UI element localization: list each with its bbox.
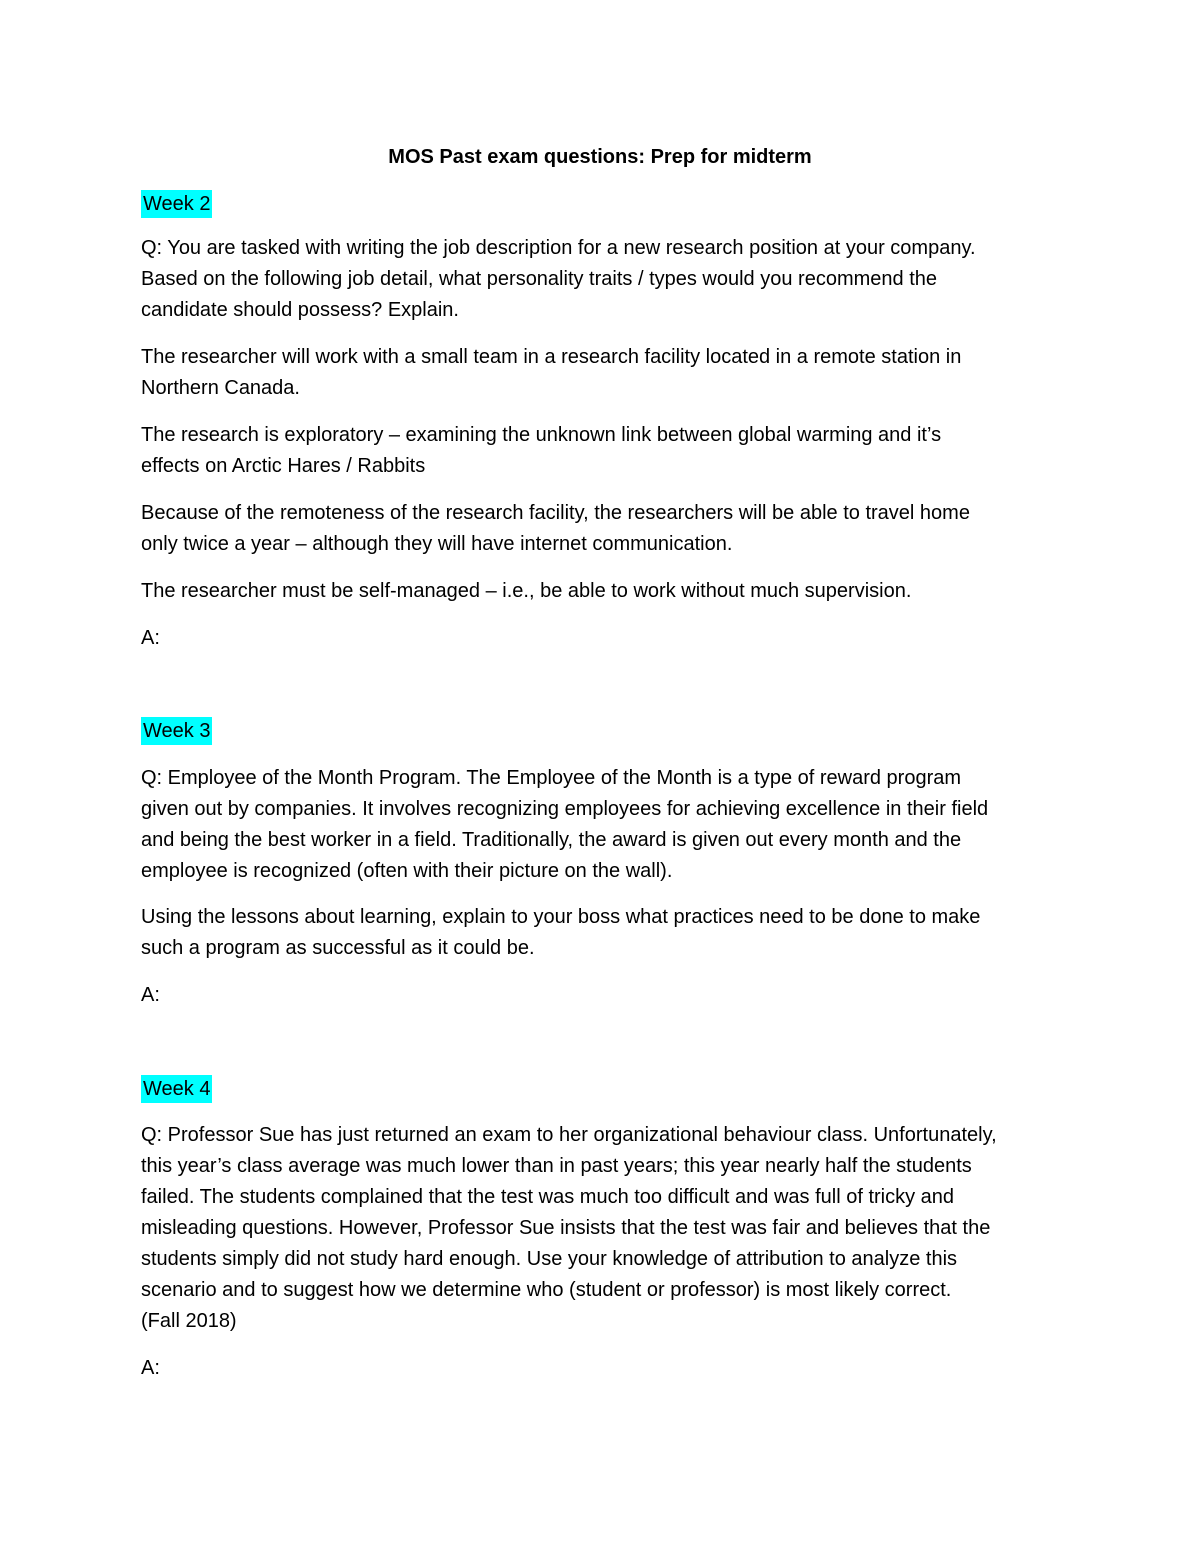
text-line: employee is recognized (often with their picture on the wall). <box>141 860 673 882</box>
week-2-paragraph-3 <box>141 420 1071 482</box>
week-3-question <box>141 763 1071 887</box>
week-2-paragraph-4 <box>141 498 1071 560</box>
text-line: given out by companies. It involves recognizing employees for achieving excellence in their field <box>141 798 989 820</box>
week-4-heading: Week 4 <box>141 1075 212 1103</box>
text-line: failed. The students complained that the test was much too difficult and was full of tricky and <box>141 1186 955 1208</box>
text-line: The research is exploratory – examining the unknown link between global warming and it’s <box>141 424 942 446</box>
text-line: The researcher will work with a small team in a research facility located in a remote station in <box>141 346 962 368</box>
text-line: only twice a year – although they will have internet communication. <box>141 533 733 555</box>
week-2-paragraph-2 <box>141 342 1071 404</box>
page-title: MOS Past exam questions: Prep for midterm <box>388 146 812 168</box>
text-line: Based on the following job detail, what personality traits / types would you recommend the <box>141 268 937 290</box>
text-line: such a program as successful as it could be. <box>141 937 535 959</box>
text-line: this year’s class average was much lower than in past years; this year nearly half the students <box>141 1155 972 1177</box>
week-2-answer-label: A: <box>141 627 160 649</box>
text-line: Q: Employee of the Month Program. The Employee of the Month is a type of reward program <box>141 767 962 789</box>
text-line: candidate should possess? Explain. <box>141 299 459 321</box>
week-2-paragraph-5 <box>141 576 1071 607</box>
text-line: scenario and to suggest how we determine who (student or professor) is most likely correct. <box>141 1279 952 1301</box>
text-line: Because of the remoteness of the research facility, the researchers will be able to travel home <box>141 502 970 524</box>
text-line: Northern Canada. <box>141 377 300 399</box>
week-4-answer-label: A: <box>141 1357 160 1379</box>
text-line: Q: Professor Sue has just returned an exam to her organizational behaviour class. Unfortunately, <box>141 1124 997 1146</box>
text-line: and being the best worker in a field. Traditionally, the award is given out every month and the <box>141 829 962 851</box>
text-line: The researcher must be self-managed – i.e., be able to work without much supervision. <box>141 580 912 602</box>
week-2-heading: Week 2 <box>141 190 212 218</box>
week-3-answer-label: A: <box>141 984 160 1006</box>
week-2-question <box>141 233 1071 326</box>
text-line: (Fall 2018) <box>141 1310 237 1332</box>
week-4-question <box>141 1120 1071 1337</box>
text-line: misleading questions. However, Professor Sue insists that the test was fair and believes that the <box>141 1217 991 1239</box>
text-line: Q: You are tasked with writing the job description for a new research position at your company. <box>141 237 976 259</box>
text-line: Using the lessons about learning, explain to your boss what practices need to be done to make <box>141 906 981 928</box>
text-line: students simply did not study hard enough. Use your knowledge of attribution to analyze this <box>141 1248 958 1270</box>
week-3-paragraph-2 <box>141 902 1071 964</box>
week-3-heading: Week 3 <box>141 717 212 745</box>
text-line: effects on Arctic Hares / Rabbits <box>141 455 426 477</box>
